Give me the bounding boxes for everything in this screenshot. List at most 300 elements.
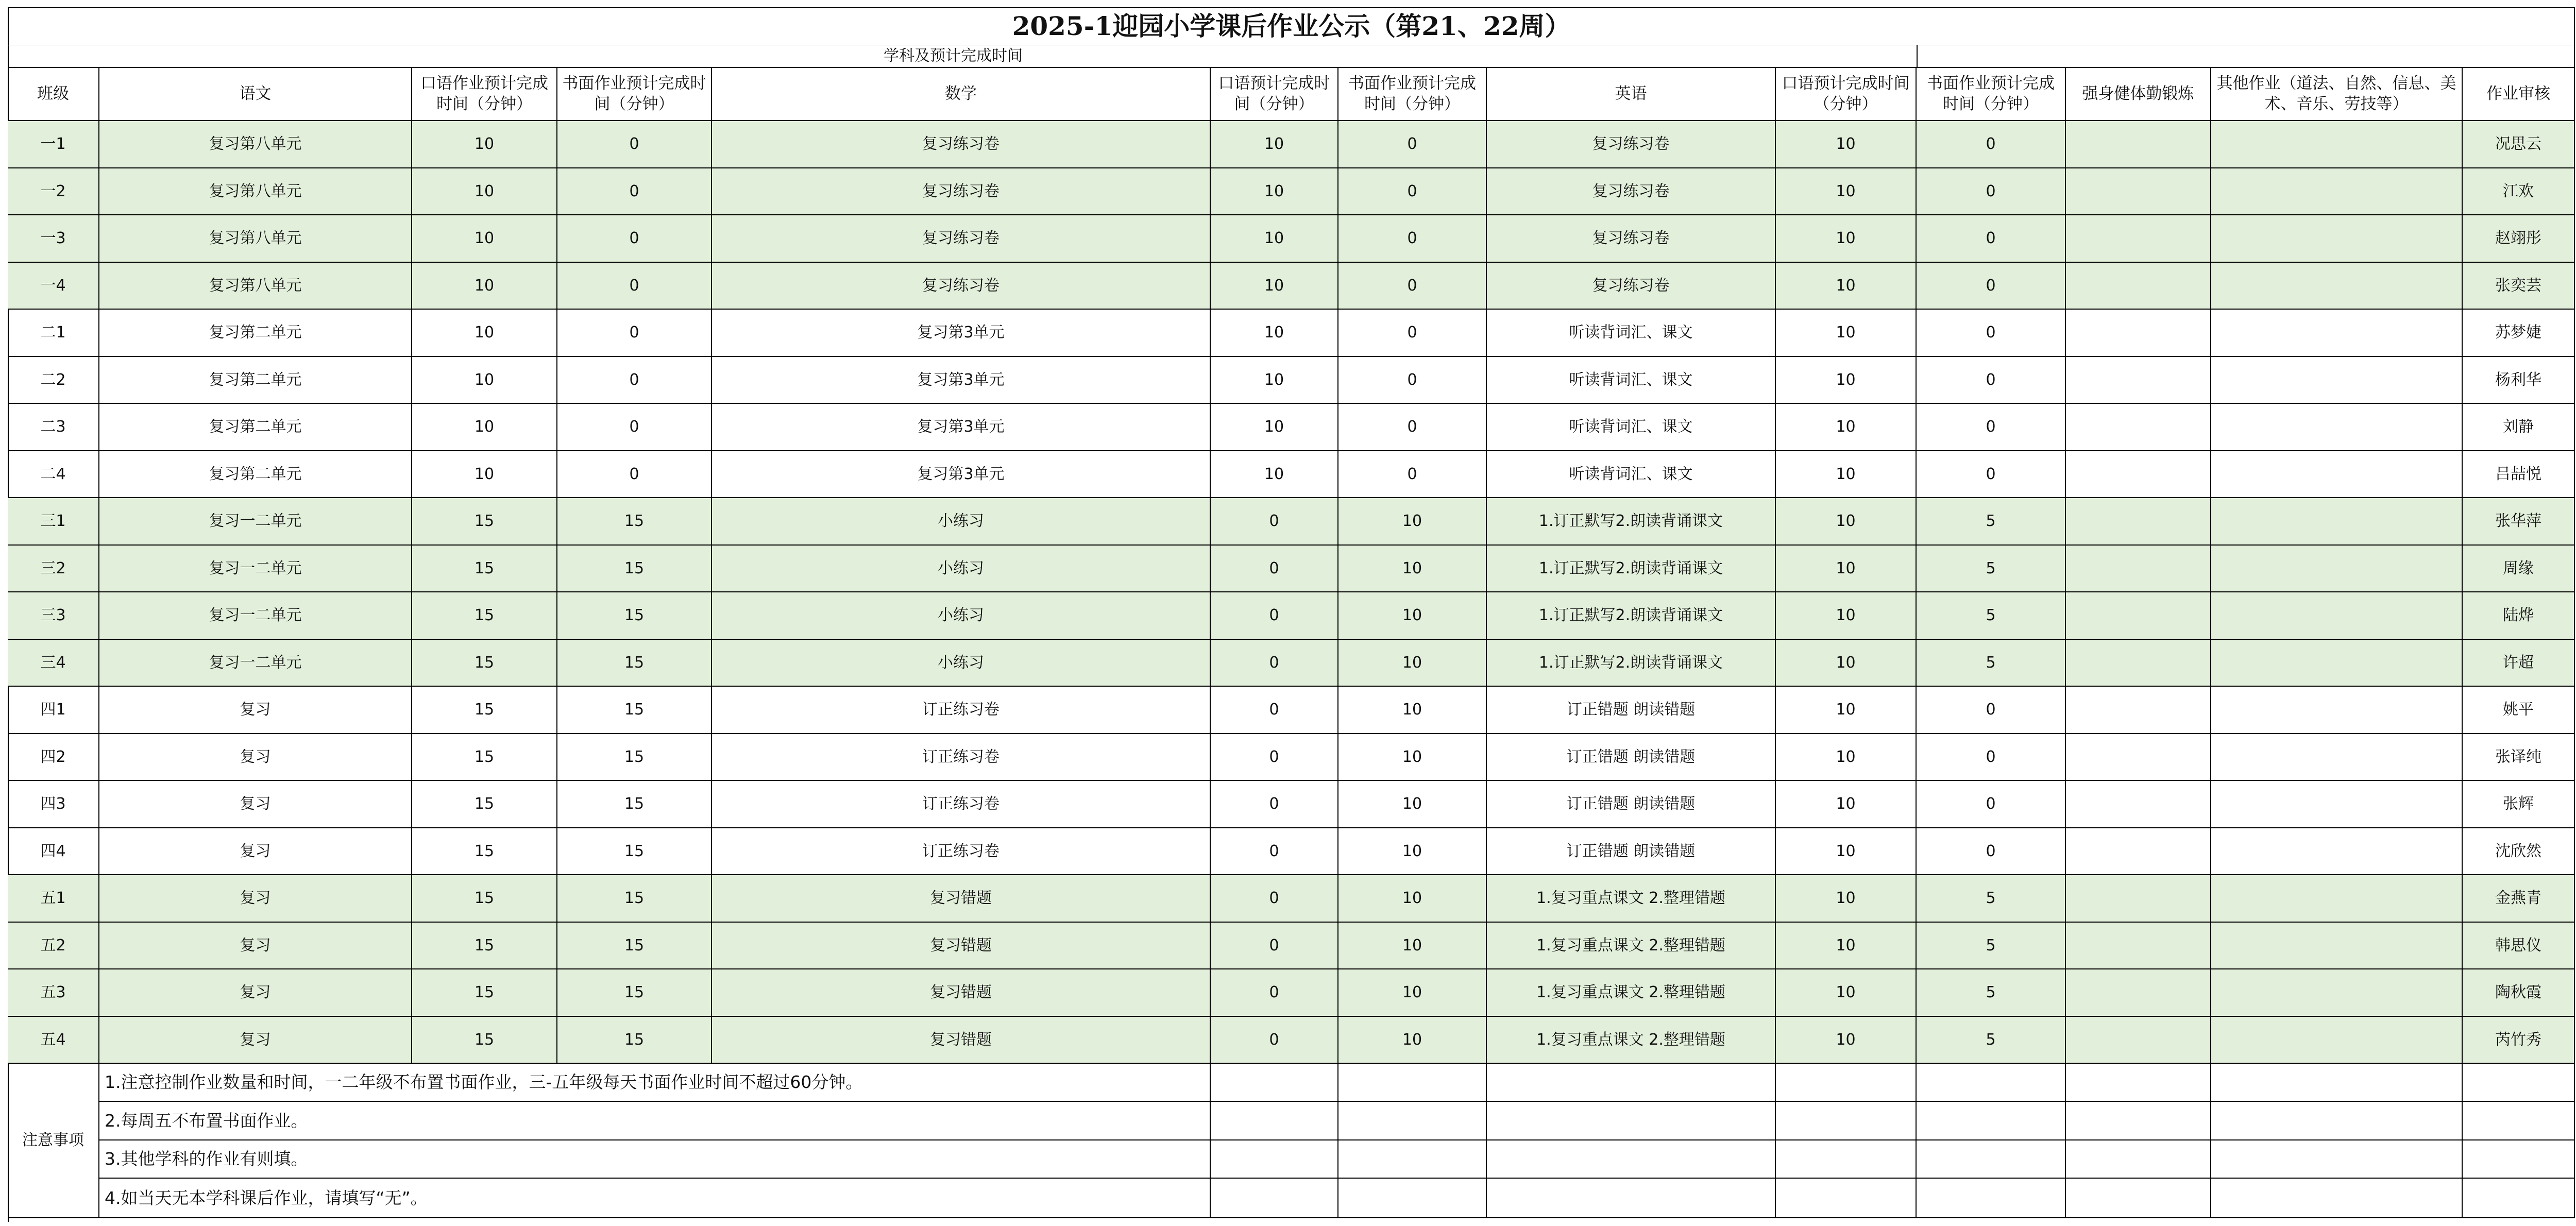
cell-math-oral-time: 0	[1211, 640, 1338, 687]
cell-other-homework	[2211, 923, 2463, 969]
empty-cell	[1776, 1102, 1917, 1140]
cell-english-oral-time: 10	[1776, 168, 1917, 215]
cell-chinese-oral-time: 15	[412, 969, 557, 1017]
cell-chinese-oral-time: 10	[412, 168, 557, 215]
cell-other-homework	[2211, 734, 2463, 781]
cell-english: 1.复习重点课文 2.整理错题	[1487, 875, 1776, 923]
grid-line	[1917, 45, 1918, 67]
cell-chinese-written-time: 15	[557, 592, 712, 640]
cell-english: 听读背词汇、课文	[1487, 451, 1776, 498]
empty-cell	[1776, 1140, 1917, 1179]
cell-math: 订正练习卷	[712, 734, 1211, 781]
cell-chinese-written-time: 15	[557, 923, 712, 969]
cell-fitness	[2066, 215, 2211, 263]
cell-chinese-written-time: 15	[557, 640, 712, 687]
cell-other-homework	[2211, 1017, 2463, 1064]
cell-fitness	[2066, 781, 2211, 828]
cell-math-oral-time: 10	[1211, 404, 1338, 451]
cell-math-written-time: 0	[1338, 215, 1487, 263]
cell-math: 复习错题	[712, 875, 1211, 923]
cell-math-oral-time: 0	[1211, 1017, 1338, 1064]
column-header-chinese: 语文	[99, 67, 412, 121]
cell-chinese: 复习第二单元	[99, 357, 412, 404]
empty-cell	[2211, 1102, 2463, 1140]
column-header-math: 数学	[712, 67, 1211, 121]
page-title: 2025-1迎园小学课后作业公示（第21、22周）	[1012, 10, 1571, 41]
cell-english: 订正错题 朗读错题	[1487, 828, 1776, 875]
cell-chinese: 复习第二单元	[99, 310, 412, 357]
cell-english-oral-time: 10	[1776, 451, 1917, 498]
cell-class: 五1	[8, 875, 99, 923]
cell-math: 小练习	[712, 546, 1211, 592]
column-header-chinese-written-time: 书面作业预计完成时间（分钟）	[557, 67, 712, 121]
cell-chinese: 复习第二单元	[99, 451, 412, 498]
column-header-fitness: 强身健体勤锻炼	[2066, 67, 2211, 121]
cell-english-written-time: 5	[1917, 546, 2066, 592]
column-header-english-written-time: 书面作业预计完成时间（分钟）	[1917, 67, 2066, 121]
empty-cell	[1487, 1179, 1776, 1218]
cell-math: 订正练习卷	[712, 828, 1211, 875]
cell-chinese-oral-time: 10	[412, 215, 557, 263]
cell-math: 复习练习卷	[712, 168, 1211, 215]
cell-fitness	[2066, 923, 2211, 969]
cell-class: 四4	[8, 828, 99, 875]
cell-reviewer: 张华萍	[2463, 498, 2575, 546]
cell-other-homework	[2211, 310, 2463, 357]
cell-english-oral-time: 10	[1776, 781, 1917, 828]
subtitle: 学科及预计完成时间	[884, 46, 1023, 65]
cell-class: 四2	[8, 734, 99, 781]
cell-english: 1.订正默写2.朗读背诵课文	[1487, 498, 1776, 546]
cell-chinese-written-time: 0	[557, 451, 712, 498]
notes-label: 注意事项	[8, 1064, 99, 1218]
cell-reviewer: 杨利华	[2463, 357, 2575, 404]
empty-cell	[2463, 1140, 2575, 1179]
cell-math-oral-time: 0	[1211, 592, 1338, 640]
cell-fitness	[2066, 310, 2211, 357]
cell-class: 三1	[8, 498, 99, 546]
empty-cell	[2211, 1179, 2463, 1218]
cell-math-oral-time: 10	[1211, 357, 1338, 404]
cell-other-homework	[2211, 781, 2463, 828]
cell-class: 五2	[8, 923, 99, 969]
cell-reviewer: 姚平	[2463, 687, 2575, 734]
cell-math-oral-time: 10	[1211, 263, 1338, 310]
cell-chinese: 复习	[99, 828, 412, 875]
cell-chinese-oral-time: 15	[412, 640, 557, 687]
cell-math-written-time: 10	[1338, 687, 1487, 734]
empty-cell	[1917, 1064, 2066, 1102]
cell-chinese-written-time: 0	[557, 121, 712, 168]
cell-math-written-time: 10	[1338, 1017, 1487, 1064]
cell-other-homework	[2211, 546, 2463, 592]
empty-cell	[2463, 1102, 2575, 1140]
cell-class: 二2	[8, 357, 99, 404]
empty-cell	[1917, 1179, 2066, 1218]
cell-chinese-written-time: 15	[557, 828, 712, 875]
cell-english-written-time: 5	[1917, 640, 2066, 687]
cell-english-oral-time: 10	[1776, 1017, 1917, 1064]
cell-english: 复习练习卷	[1487, 263, 1776, 310]
cell-english-oral-time: 10	[1776, 121, 1917, 168]
cell-class: 四1	[8, 687, 99, 734]
cell-class: 一1	[8, 121, 99, 168]
cell-chinese: 复习	[99, 1017, 412, 1064]
cell-other-homework	[2211, 121, 2463, 168]
cell-english: 订正错题 朗读错题	[1487, 734, 1776, 781]
cell-math-oral-time: 0	[1211, 923, 1338, 969]
cell-math-oral-time: 0	[1211, 969, 1338, 1017]
cell-math: 订正练习卷	[712, 687, 1211, 734]
cell-reviewer: 张辉	[2463, 781, 2575, 828]
cell-chinese-written-time: 0	[557, 168, 712, 215]
empty-cell	[1211, 1140, 1338, 1179]
cell-chinese-written-time: 15	[557, 687, 712, 734]
cell-reviewer: 况思云	[2463, 121, 2575, 168]
cell-english: 听读背词汇、课文	[1487, 404, 1776, 451]
cell-chinese-oral-time: 15	[412, 734, 557, 781]
empty-cell	[1211, 1179, 1338, 1218]
cell-chinese-oral-time: 15	[412, 875, 557, 923]
cell-english: 订正错题 朗读错题	[1487, 687, 1776, 734]
cell-math-oral-time: 0	[1211, 546, 1338, 592]
empty-cell	[1917, 1140, 2066, 1179]
cell-english-oral-time: 10	[1776, 546, 1917, 592]
cell-fitness	[2066, 121, 2211, 168]
cell-class: 一4	[8, 263, 99, 310]
cell-class: 一3	[8, 215, 99, 263]
cell-reviewer: 张译纯	[2463, 734, 2575, 781]
cell-class: 三2	[8, 546, 99, 592]
cell-math: 复习第3单元	[712, 357, 1211, 404]
empty-cell	[1211, 1102, 1338, 1140]
cell-fitness	[2066, 640, 2211, 687]
cell-math: 复习练习卷	[712, 121, 1211, 168]
cell-english-written-time: 0	[1917, 121, 2066, 168]
cell-english-written-time: 0	[1917, 168, 2066, 215]
cell-reviewer: 苏梦婕	[2463, 310, 2575, 357]
cell-fitness	[2066, 546, 2211, 592]
cell-english-oral-time: 10	[1776, 404, 1917, 451]
cell-math: 小练习	[712, 640, 1211, 687]
empty-cell	[2066, 1179, 2211, 1218]
cell-english: 1.复习重点课文 2.整理错题	[1487, 1017, 1776, 1064]
cell-english-written-time: 5	[1917, 875, 2066, 923]
cell-math: 小练习	[712, 592, 1211, 640]
cell-math-oral-time: 10	[1211, 451, 1338, 498]
cell-chinese-oral-time: 15	[412, 546, 557, 592]
cell-math-oral-time: 0	[1211, 828, 1338, 875]
empty-cell	[1338, 1179, 1487, 1218]
cell-chinese: 复习一二单元	[99, 498, 412, 546]
cell-math: 复习练习卷	[712, 215, 1211, 263]
cell-english-written-time: 0	[1917, 451, 2066, 498]
empty-cell	[2463, 1064, 2575, 1102]
cell-math-oral-time: 0	[1211, 498, 1338, 546]
cell-chinese-written-time: 0	[557, 404, 712, 451]
cell-chinese-oral-time: 15	[412, 592, 557, 640]
cell-math: 订正练习卷	[712, 781, 1211, 828]
cell-math: 复习练习卷	[712, 263, 1211, 310]
cell-math-written-time: 0	[1338, 263, 1487, 310]
cell-chinese-written-time: 0	[557, 215, 712, 263]
cell-fitness	[2066, 404, 2211, 451]
cell-english: 1.订正默写2.朗读背诵课文	[1487, 592, 1776, 640]
cell-fitness	[2066, 263, 2211, 310]
cell-reviewer: 江欢	[2463, 168, 2575, 215]
cell-math-oral-time: 0	[1211, 875, 1338, 923]
cell-english: 1.订正默写2.朗读背诵课文	[1487, 546, 1776, 592]
cell-english: 1.复习重点课文 2.整理错题	[1487, 923, 1776, 969]
cell-english-oral-time: 10	[1776, 640, 1917, 687]
empty-cell	[1776, 1064, 1917, 1102]
cell-chinese: 复习一二单元	[99, 592, 412, 640]
empty-cell	[2463, 1179, 2575, 1218]
cell-fitness	[2066, 498, 2211, 546]
cell-math-oral-time: 10	[1211, 168, 1338, 215]
cell-math-written-time: 0	[1338, 121, 1487, 168]
cell-english: 1.订正默写2.朗读背诵课文	[1487, 640, 1776, 687]
cell-fitness	[2066, 357, 2211, 404]
cell-class: 五4	[8, 1017, 99, 1064]
empty-cell	[1776, 1179, 1917, 1218]
cell-class: 二1	[8, 310, 99, 357]
cell-math-written-time: 10	[1338, 875, 1487, 923]
cell-fitness	[2066, 969, 2211, 1017]
cell-english-oral-time: 10	[1776, 357, 1917, 404]
cell-chinese: 复习	[99, 687, 412, 734]
cell-chinese-oral-time: 10	[412, 404, 557, 451]
cell-other-homework	[2211, 687, 2463, 734]
cell-other-homework	[2211, 451, 2463, 498]
cell-math-written-time: 0	[1338, 310, 1487, 357]
grid-line	[2574, 45, 2575, 67]
cell-math-written-time: 0	[1338, 404, 1487, 451]
cell-other-homework	[2211, 640, 2463, 687]
cell-math: 小练习	[712, 498, 1211, 546]
cell-class: 五3	[8, 969, 99, 1017]
cell-math-oral-time: 10	[1211, 215, 1338, 263]
cell-reviewer: 陶秋霞	[2463, 969, 2575, 1017]
cell-chinese-oral-time: 15	[412, 687, 557, 734]
cell-math-oral-time: 10	[1211, 121, 1338, 168]
cell-english-written-time: 0	[1917, 310, 2066, 357]
cell-english-written-time: 0	[1917, 781, 2066, 828]
cell-fitness	[2066, 828, 2211, 875]
cell-other-homework	[2211, 168, 2463, 215]
cell-math-written-time: 10	[1338, 498, 1487, 546]
empty-cell	[1338, 1140, 1487, 1179]
cell-chinese-oral-time: 15	[412, 1017, 557, 1064]
cell-chinese: 复习	[99, 923, 412, 969]
cell-math-written-time: 10	[1338, 923, 1487, 969]
cell-english-written-time: 0	[1917, 734, 2066, 781]
cell-other-homework	[2211, 592, 2463, 640]
cell-chinese-written-time: 15	[557, 781, 712, 828]
cell-english-written-time: 5	[1917, 969, 2066, 1017]
cell-english: 听读背词汇、课文	[1487, 357, 1776, 404]
empty-cell	[1338, 1102, 1487, 1140]
cell-other-homework	[2211, 404, 2463, 451]
empty-cell	[1487, 1102, 1776, 1140]
cell-chinese-written-time: 15	[557, 546, 712, 592]
cell-english-oral-time: 10	[1776, 687, 1917, 734]
cell-class: 一2	[8, 168, 99, 215]
cell-english: 复习练习卷	[1487, 215, 1776, 263]
cell-other-homework	[2211, 875, 2463, 923]
cell-fitness	[2066, 875, 2211, 923]
cell-other-homework	[2211, 215, 2463, 263]
cell-english-written-time: 0	[1917, 828, 2066, 875]
column-header-english: 英语	[1487, 67, 1776, 121]
cell-class: 三3	[8, 592, 99, 640]
cell-reviewer: 许超	[2463, 640, 2575, 687]
cell-math: 复习错题	[712, 923, 1211, 969]
cell-english-oral-time: 10	[1776, 215, 1917, 263]
empty-cell	[2211, 1140, 2463, 1179]
cell-chinese-written-time: 15	[557, 1017, 712, 1064]
cell-english-written-time: 0	[1917, 263, 2066, 310]
cell-reviewer: 吕喆悦	[2463, 451, 2575, 498]
cell-math: 复习第3单元	[712, 451, 1211, 498]
cell-math-written-time: 10	[1338, 969, 1487, 1017]
cell-math: 复习第3单元	[712, 404, 1211, 451]
cell-math-oral-time: 0	[1211, 687, 1338, 734]
cell-english: 听读背词汇、课文	[1487, 310, 1776, 357]
cell-other-homework	[2211, 969, 2463, 1017]
cell-chinese: 复习	[99, 969, 412, 1017]
cell-english-oral-time: 10	[1776, 592, 1917, 640]
cell-class: 四3	[8, 781, 99, 828]
cell-chinese: 复习第八单元	[99, 215, 412, 263]
empty-cell	[2211, 1064, 2463, 1102]
cell-chinese-oral-time: 15	[412, 923, 557, 969]
cell-reviewer: 沈欣然	[2463, 828, 2575, 875]
column-header-english-oral-time: 口语预计完成时间（分钟）	[1776, 67, 1917, 121]
cell-reviewer: 金燕青	[2463, 875, 2575, 923]
note-item: 4.如当天无本学科课后作业，请填写“无”。	[99, 1179, 1211, 1218]
cell-class: 二3	[8, 404, 99, 451]
cell-chinese: 复习	[99, 875, 412, 923]
cell-fitness	[2066, 734, 2211, 781]
cell-english: 订正错题 朗读错题	[1487, 781, 1776, 828]
column-header-math-written-time: 书面作业预计完成时间（分钟）	[1338, 67, 1487, 121]
cell-reviewer: 韩思仪	[2463, 923, 2575, 969]
empty-cell	[1487, 1140, 1776, 1179]
cell-math-written-time: 10	[1338, 592, 1487, 640]
cell-reviewer: 周缘	[2463, 546, 2575, 592]
cell-math-oral-time: 10	[1211, 310, 1338, 357]
cell-english-written-time: 0	[1917, 687, 2066, 734]
cell-english-oral-time: 10	[1776, 969, 1917, 1017]
cell-fitness	[2066, 451, 2211, 498]
cell-reviewer: 赵翊彤	[2463, 215, 2575, 263]
cell-math-written-time: 0	[1338, 357, 1487, 404]
cell-chinese-oral-time: 10	[412, 451, 557, 498]
empty-cell	[1338, 1064, 1487, 1102]
column-header-reviewer: 作业审核	[2463, 67, 2575, 121]
cell-class: 二4	[8, 451, 99, 498]
cell-english-written-time: 5	[1917, 1017, 2066, 1064]
cell-other-homework	[2211, 828, 2463, 875]
column-header-other-homework: 其他作业（道法、自然、信息、美术、音乐、劳技等）	[2211, 67, 2463, 121]
cell-english-oral-time: 10	[1776, 923, 1917, 969]
cell-fitness	[2066, 592, 2211, 640]
note-item: 2.每周五不布置书面作业。	[99, 1102, 1211, 1140]
cell-english-oral-time: 10	[1776, 734, 1917, 781]
cell-math-written-time: 10	[1338, 640, 1487, 687]
cell-class: 三4	[8, 640, 99, 687]
cell-reviewer: 芮竹秀	[2463, 1017, 2575, 1064]
cell-math: 复习错题	[712, 969, 1211, 1017]
cell-english-oral-time: 10	[1776, 875, 1917, 923]
cell-math: 复习错题	[712, 1017, 1211, 1064]
cell-fitness	[2066, 687, 2211, 734]
cell-chinese-written-time: 15	[557, 875, 712, 923]
cell-other-homework	[2211, 263, 2463, 310]
cell-chinese-oral-time: 15	[412, 781, 557, 828]
empty-cell	[2066, 1140, 2211, 1179]
cell-chinese: 复习第八单元	[99, 121, 412, 168]
column-header-chinese-oral-time: 口语作业预计完成时间（分钟）	[412, 67, 557, 121]
cell-chinese-written-time: 15	[557, 498, 712, 546]
cell-reviewer: 张奕芸	[2463, 263, 2575, 310]
note-item: 3.其他学科的作业有则填。	[99, 1140, 1211, 1179]
cell-english-written-time: 0	[1917, 404, 2066, 451]
cell-math-written-time: 10	[1338, 781, 1487, 828]
cell-english: 1.复习重点课文 2.整理错题	[1487, 969, 1776, 1017]
cell-english-written-time: 5	[1917, 498, 2066, 546]
cell-fitness	[2066, 168, 2211, 215]
cell-chinese-oral-time: 15	[412, 498, 557, 546]
cell-english-written-time: 0	[1917, 357, 2066, 404]
cell-chinese-oral-time: 10	[412, 357, 557, 404]
cell-chinese: 复习第八单元	[99, 263, 412, 310]
cell-english-written-time: 5	[1917, 923, 2066, 969]
cell-english: 复习练习卷	[1487, 168, 1776, 215]
cell-chinese: 复习	[99, 734, 412, 781]
empty-cell	[1487, 1064, 1776, 1102]
cell-english-written-time: 0	[1917, 215, 2066, 263]
cell-math-written-time: 0	[1338, 451, 1487, 498]
column-header-math-oral-time: 口语预计完成时间（分钟）	[1211, 67, 1338, 121]
cell-math: 复习第3单元	[712, 310, 1211, 357]
cell-reviewer: 陆烨	[2463, 592, 2575, 640]
cell-math-oral-time: 0	[1211, 734, 1338, 781]
cell-chinese-written-time: 15	[557, 969, 712, 1017]
cell-chinese-written-time: 15	[557, 734, 712, 781]
cell-english-written-time: 5	[1917, 592, 2066, 640]
cell-english-oral-time: 10	[1776, 310, 1917, 357]
cell-other-homework	[2211, 357, 2463, 404]
cell-chinese: 复习一二单元	[99, 640, 412, 687]
note-item: 1.注意控制作业数量和时间，一二年级不布置书面作业，三-五年级每天书面作业时间不超过60分钟。	[99, 1064, 1211, 1102]
empty-cell	[1211, 1064, 1338, 1102]
cell-fitness	[2066, 1017, 2211, 1064]
cell-chinese-oral-time: 10	[412, 310, 557, 357]
cell-english-oral-time: 10	[1776, 263, 1917, 310]
empty-cell	[1917, 1102, 2066, 1140]
cell-other-homework	[2211, 498, 2463, 546]
empty-cell	[2066, 1102, 2211, 1140]
empty-cell	[2066, 1064, 2211, 1102]
cell-chinese-oral-time: 15	[412, 828, 557, 875]
cell-chinese: 复习第八单元	[99, 168, 412, 215]
cell-math-written-time: 10	[1338, 734, 1487, 781]
column-header-class: 班级	[8, 67, 99, 121]
grid-line	[2574, 7, 2575, 45]
cell-chinese: 复习第二单元	[99, 404, 412, 451]
